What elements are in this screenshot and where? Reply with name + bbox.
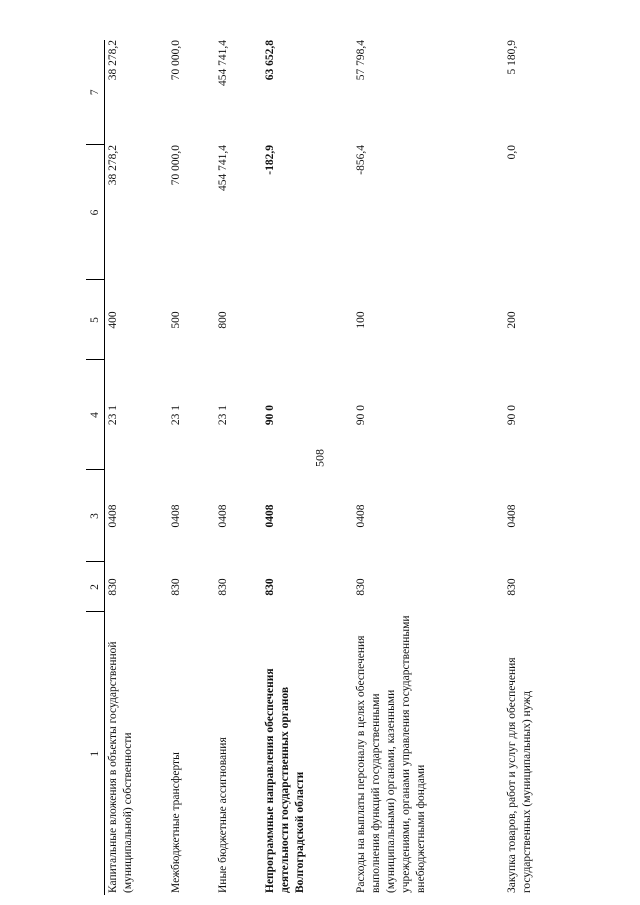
cell-col-6: 70 000,0 [170, 145, 182, 186]
row-name: Непрограммные направления обеспечения деятельности государственных органов Волгоградской области [264, 668, 306, 893]
cell-col-5: 400 [107, 311, 119, 329]
cell-col-2: 830 [107, 578, 119, 596]
cell-col-5 [262, 280, 353, 360]
table-row [504, 40, 575, 895]
table-row [262, 40, 353, 895]
cell-col-4: 23 1 [170, 404, 182, 426]
cell-col-4: 90 0 [355, 404, 367, 426]
cell-col-3: 0408 [107, 504, 119, 528]
table-row [353, 40, 504, 895]
cell-col-7: 5 180,9 [506, 40, 518, 75]
row-name: Межбюджетные трансферты [170, 752, 182, 893]
cell-col-6: 0,0 [506, 145, 518, 160]
header-col-5: 5 [86, 280, 105, 360]
cell-col-3: 0408 [170, 504, 182, 528]
cell-col-6: -182,9 [264, 145, 276, 175]
header-row [86, 40, 105, 895]
cell-col-2: 830 [355, 578, 367, 596]
cell-col-4: 90 0 [264, 404, 276, 426]
cell-col-3: 0408 [217, 504, 229, 528]
row-name: Иные бюджетные ассигнования [217, 737, 229, 893]
cell-col-4: 23 1 [217, 404, 229, 426]
rotated-table-wrap [86, 40, 640, 895]
cell-col-7: 38 278,2 [107, 40, 119, 81]
cell-col-6: -856,4 [355, 145, 367, 175]
table-row [215, 40, 262, 895]
cell-col-2: 830 [217, 578, 229, 596]
cell-col-3: 0408 [264, 504, 276, 528]
cell-col-5: 200 [506, 311, 518, 329]
page-number: 508 [312, 449, 327, 467]
cell-col-7: 70 000,0 [170, 40, 182, 81]
cell-col-5: 500 [170, 311, 182, 329]
cell-col-2: 830 [506, 578, 518, 596]
cell-col-7: 454 741,4 [217, 40, 229, 86]
row-name: Капитальные вложения в объекты государственной (муниципальной) собственности [107, 641, 134, 893]
table-row [105, 40, 169, 895]
cell-col-6: 38 278,2 [107, 145, 119, 186]
cell-col-5: 800 [217, 311, 229, 329]
table-row [168, 40, 215, 895]
cell-col-2: 830 [264, 578, 276, 596]
cell-col-4: 90 0 [506, 404, 518, 426]
header-col-3: 3 [86, 470, 105, 562]
header-col-4: 4 [86, 360, 105, 470]
cell-col-5: 100 [355, 311, 367, 329]
row-name: Расходы на выплаты персоналу в целях обеспечения выполнения функций государственными (муниципальными) органами, казенными учреждениями, органами управления государственными внебюджетными фондами [355, 615, 427, 893]
cell-col-7: 57 798,4 [355, 40, 367, 81]
cell-col-3: 0408 [355, 504, 367, 528]
header-col-1: 1 [86, 612, 105, 895]
cell-col-3: 0408 [506, 504, 518, 528]
header-col-7: 7 [86, 40, 105, 145]
cell-col-2: 830 [170, 578, 182, 596]
cell-col-6: 454 741,4 [217, 145, 229, 191]
cell-col-7: 63 652,8 [264, 40, 276, 81]
header-col-2: 2 [86, 562, 105, 612]
row-name: Закупка товаров, работ и услуг для обеспечения государственных (муниципальных) нужд [506, 657, 533, 893]
header-col-6: 6 [86, 145, 105, 280]
budget-table [86, 40, 575, 895]
cell-col-4: 23 1 [107, 404, 119, 426]
